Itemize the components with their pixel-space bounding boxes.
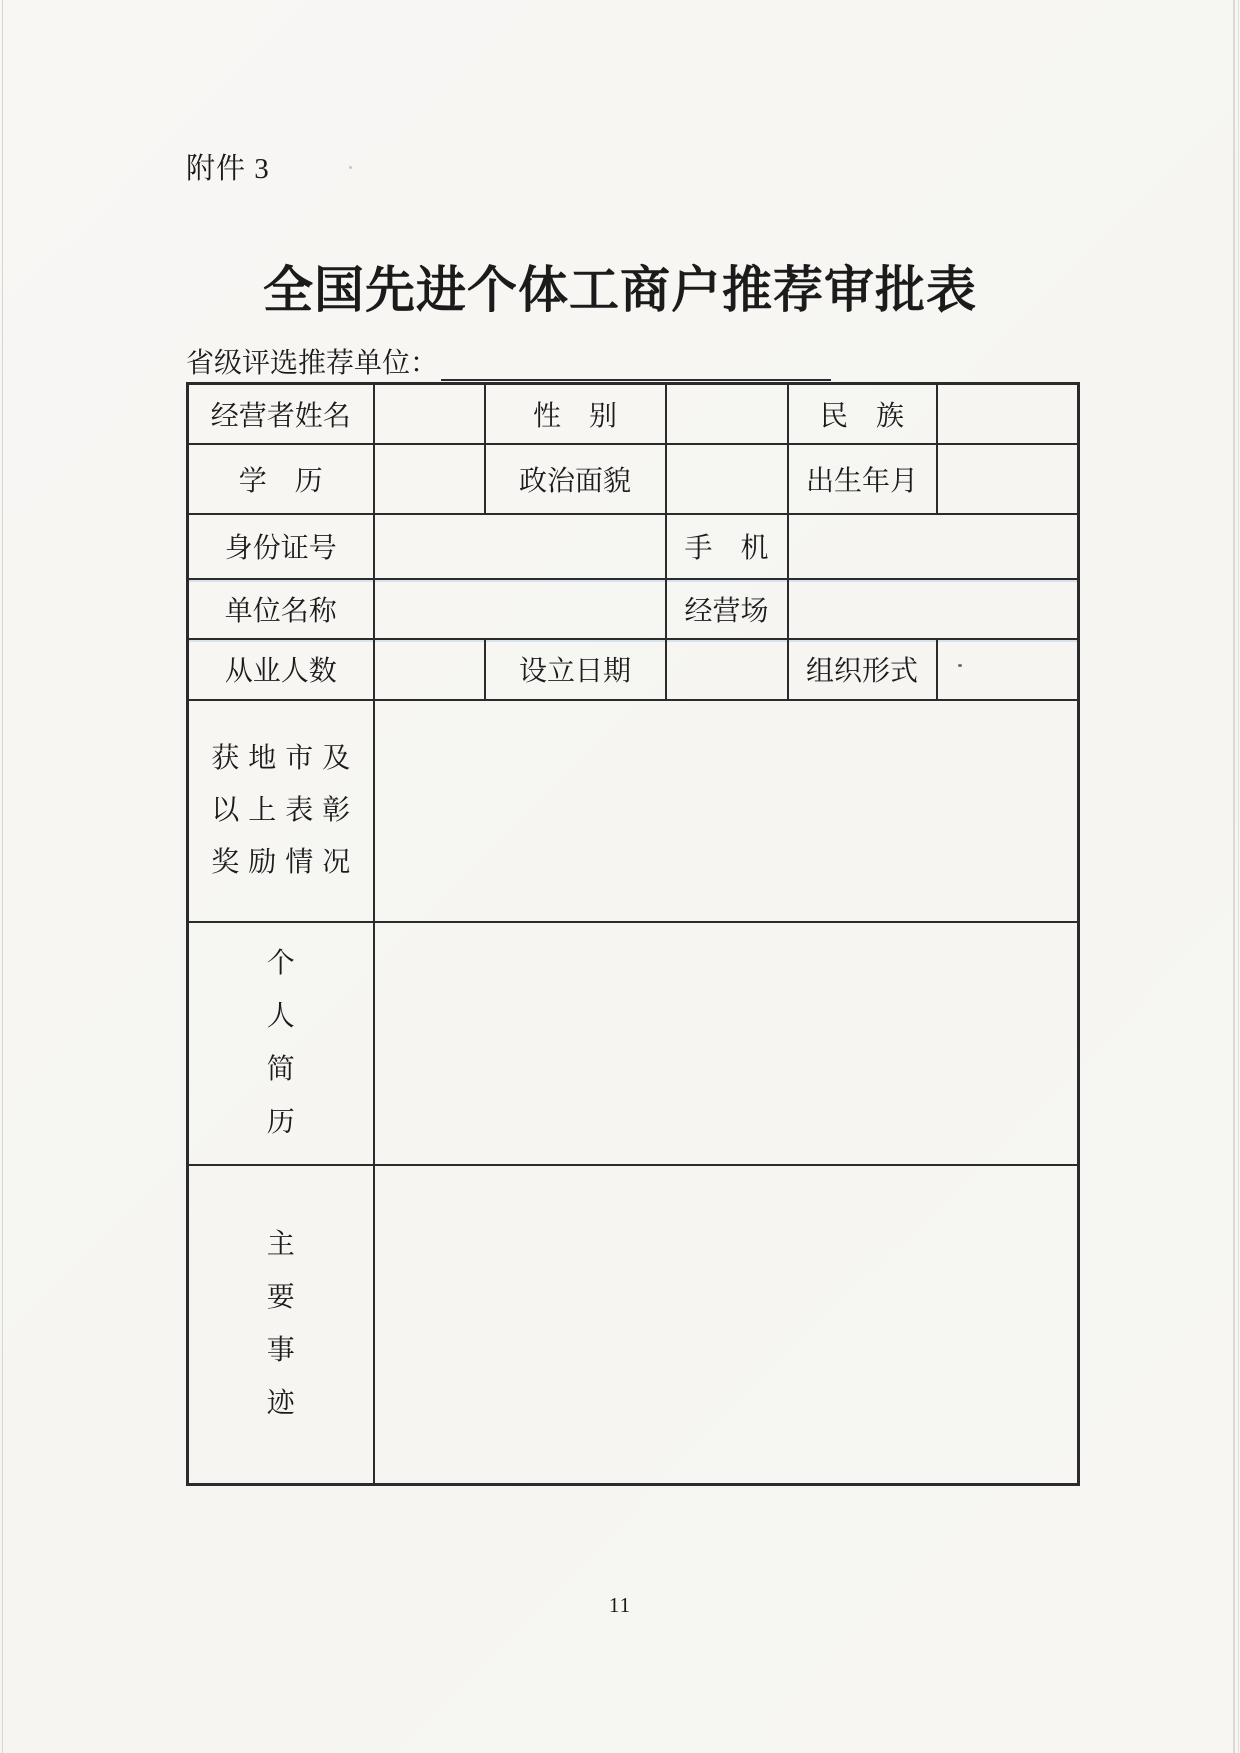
issuer-line <box>186 341 831 381</box>
awards-label-line-3: 奖励情况 <box>211 846 360 878</box>
field-value-birth-date <box>937 444 1079 514</box>
field-label-business-site: 经营场 <box>666 579 788 639</box>
field-label-company-name: 单位名称 <box>188 579 374 639</box>
field-label-education: 学 历 <box>188 444 374 514</box>
field-label-gender: 性 别 <box>485 384 666 444</box>
field-label-organization-form: 组织形式 <box>788 639 937 700</box>
awards-label-line-1: 获地市及 <box>211 742 360 774</box>
field-value-employees <box>374 639 485 700</box>
deeds-char-3: 事 <box>266 1334 295 1366</box>
table-row-company-site <box>188 579 1079 639</box>
field-value-gender <box>666 384 788 444</box>
field-value-id-number <box>374 514 666 579</box>
deeds-char-2: 要 <box>266 1281 295 1313</box>
resume-char-1: 个 <box>266 947 295 979</box>
table-row-awards <box>188 700 1079 922</box>
scan-speck-faint <box>349 166 352 169</box>
field-value-organization-form <box>937 639 1079 700</box>
page-number: 11 <box>608 1593 632 1617</box>
field-label-employees: 从业人数 <box>188 639 374 700</box>
field-value-awards <box>374 700 1079 922</box>
field-value-political-status <box>666 444 788 514</box>
field-label-operator-name: 经营者姓名 <box>188 384 374 444</box>
approval-form-table <box>186 382 1080 1486</box>
field-value-company-name <box>374 579 666 639</box>
table-row-resume <box>188 922 1079 1165</box>
field-value-mobile <box>788 514 1079 579</box>
field-label-political-status: 政治面貌 <box>485 444 666 514</box>
resume-char-3: 简 <box>266 1053 295 1085</box>
table-row-basic-1 <box>188 384 1079 444</box>
field-label-id-number: 身份证号 <box>188 514 374 579</box>
table-row-employees <box>188 639 1079 700</box>
field-value-deeds <box>374 1165 1079 1485</box>
resume-label-stack <box>189 947 373 1138</box>
table-row-basic-2 <box>188 444 1079 514</box>
deeds-char-1: 主 <box>266 1228 295 1260</box>
field-label-establish-date: 设立日期 <box>485 639 666 700</box>
field-value-establish-date <box>666 639 788 700</box>
issuer-underline-blank <box>441 349 831 381</box>
resume-char-2: 人 <box>266 1000 295 1032</box>
awards-label-line-2: 以上表彰 <box>211 794 360 826</box>
field-value-operator-name <box>374 384 485 444</box>
field-label-mobile: 手 机 <box>666 514 788 579</box>
field-label-awards <box>188 700 374 922</box>
field-label-birth-date: 出生年月 <box>788 444 937 514</box>
deeds-char-4: 迹 <box>266 1387 295 1419</box>
field-label-ethnicity: 民 族 <box>788 384 937 444</box>
table-row-id-mobile <box>188 514 1079 579</box>
page-title: 全国先进个体工商户推荐审批表 <box>263 262 977 318</box>
resume-char-4: 历 <box>266 1106 295 1138</box>
field-value-education <box>374 444 485 514</box>
field-value-ethnicity <box>937 384 1079 444</box>
field-label-resume <box>188 922 374 1165</box>
field-value-resume <box>374 922 1079 1165</box>
attachment-label: 附件 3 <box>186 153 270 185</box>
table-row-deeds <box>188 1165 1079 1485</box>
issuer-label: 省级评选推荐单位： <box>186 348 439 379</box>
field-label-deeds <box>188 1165 374 1485</box>
deeds-label-stack <box>189 1228 373 1419</box>
field-value-business-site <box>788 579 1079 639</box>
